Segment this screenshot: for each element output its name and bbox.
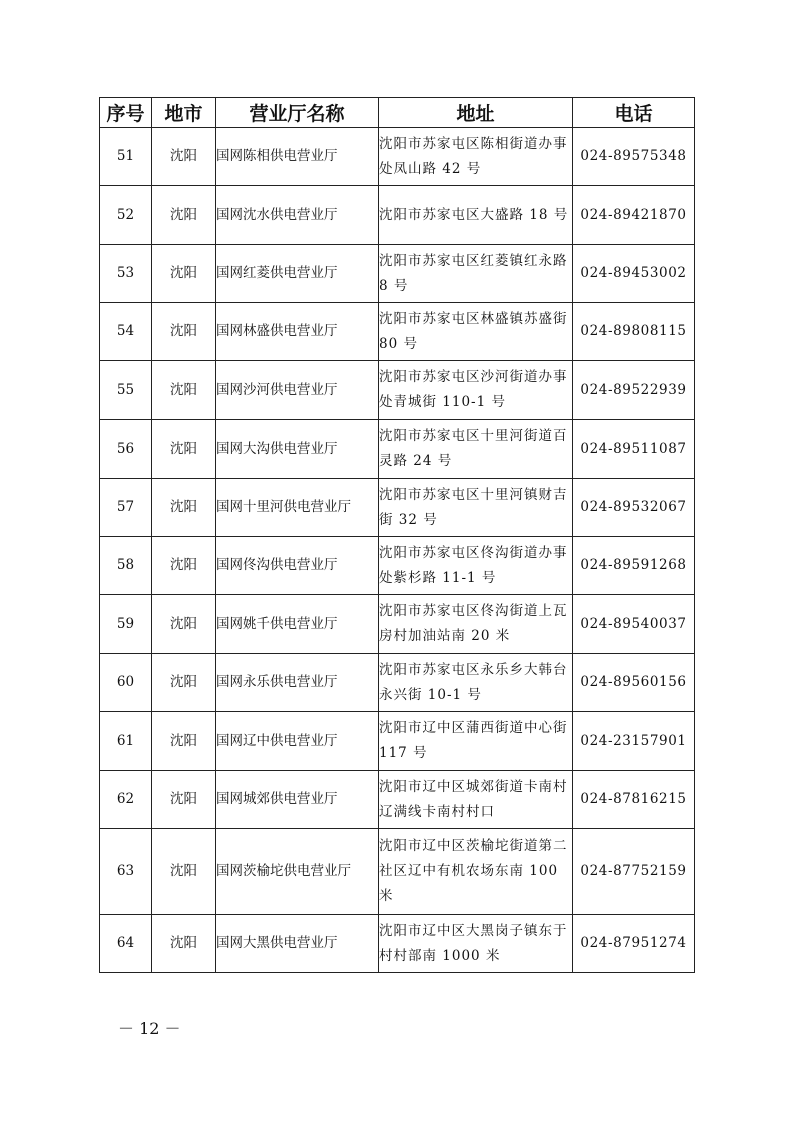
cell-name: 国网永乐供电营业厅: [216, 654, 379, 712]
header-no: 序号: [100, 98, 152, 128]
cell-address: 沈阳市苏家屯区佟沟街道办事处紫杉路 11-1 号: [379, 537, 573, 595]
cell-address: 沈阳市苏家屯区沙河街道办事处青城街 110-1 号: [379, 361, 573, 420]
cell-address: 沈阳市辽中区大黑岗子镇东于村村部南 1000 米: [379, 915, 573, 973]
cell-name: 国网沙河供电营业厅: [216, 361, 379, 420]
cell-city: 沈阳: [152, 771, 216, 829]
cell-no: 61: [100, 712, 152, 771]
cell-phone: 024-23157901: [573, 712, 695, 771]
table-row: [100, 829, 695, 915]
cell-address: 沈阳市苏家屯区红菱镇红永路 8 号: [379, 245, 573, 303]
cell-no: 63: [100, 829, 152, 915]
cell-no: 52: [100, 186, 152, 245]
cell-city: 沈阳: [152, 712, 216, 771]
table-row: [100, 537, 695, 595]
cell-name: 国网茨榆坨供电营业厅: [216, 829, 379, 915]
cell-phone: 024-89511087: [573, 420, 695, 479]
cell-phone: 024-89453002: [573, 245, 695, 303]
table-header-row: [100, 98, 695, 128]
cell-city: 沈阳: [152, 420, 216, 479]
cell-phone: 024-89522939: [573, 361, 695, 420]
cell-no: 62: [100, 771, 152, 829]
cell-phone: 024-89421870: [573, 186, 695, 245]
cell-address: 沈阳市苏家屯区佟沟街道上瓦房村加油站南 20 米: [379, 595, 573, 654]
cell-address: 沈阳市苏家屯区十里河街道百灵路 24 号: [379, 420, 573, 479]
cell-no: 60: [100, 654, 152, 712]
cell-city: 沈阳: [152, 245, 216, 303]
cell-phone: 024-89591268: [573, 537, 695, 595]
cell-phone: 024-87816215: [573, 771, 695, 829]
cell-address: 沈阳市苏家屯区陈相街道办事处凤山路 42 号: [379, 128, 573, 186]
cell-city: 沈阳: [152, 829, 216, 915]
table-row: [100, 186, 695, 245]
page-number: － 12 －: [118, 1019, 181, 1038]
table-row: [100, 361, 695, 420]
cell-city: 沈阳: [152, 654, 216, 712]
table-row: [100, 420, 695, 479]
cell-name: 国网佟沟供电营业厅: [216, 537, 379, 595]
cell-name: 国网沈水供电营业厅: [216, 186, 379, 245]
cell-no: 64: [100, 915, 152, 973]
cell-phone: 024-89560156: [573, 654, 695, 712]
cell-city: 沈阳: [152, 303, 216, 361]
cell-phone: 024-87752159: [573, 829, 695, 915]
header-city: 地市: [152, 98, 216, 128]
table-row: [100, 128, 695, 186]
cell-city: 沈阳: [152, 537, 216, 595]
cell-city: 沈阳: [152, 186, 216, 245]
cell-address: 沈阳市苏家屯区十里河镇财吉街 32 号: [379, 479, 573, 537]
cell-address: 沈阳市辽中区蒲西街道中心街 117 号: [379, 712, 573, 771]
cell-no: 58: [100, 537, 152, 595]
cell-no: 55: [100, 361, 152, 420]
cell-city: 沈阳: [152, 479, 216, 537]
cell-name: 国网十里河供电营业厅: [216, 479, 379, 537]
table-row: [100, 915, 695, 973]
cell-name: 国网大黑供电营业厅: [216, 915, 379, 973]
table-row: [100, 245, 695, 303]
cell-name: 国网城郊供电营业厅: [216, 771, 379, 829]
cell-address: 沈阳市苏家屯区林盛镇苏盛街 80 号: [379, 303, 573, 361]
cell-phone: 024-89540037: [573, 595, 695, 654]
header-address: 地址: [379, 98, 573, 128]
cell-city: 沈阳: [152, 595, 216, 654]
table-row: [100, 303, 695, 361]
cell-name: 国网林盛供电营业厅: [216, 303, 379, 361]
cell-phone: 024-89808115: [573, 303, 695, 361]
table-row: [100, 595, 695, 654]
cell-address: 沈阳市辽中区城郊街道卡南村辽满线卡南村村口: [379, 771, 573, 829]
table-row: [100, 771, 695, 829]
service-hall-table: [99, 97, 695, 973]
cell-no: 51: [100, 128, 152, 186]
cell-address: 沈阳市苏家屯区大盛路 18 号: [379, 186, 573, 245]
table-row: [100, 479, 695, 537]
cell-name: 国网辽中供电营业厅: [216, 712, 379, 771]
cell-city: 沈阳: [152, 361, 216, 420]
table-row: [100, 654, 695, 712]
header-name: 营业厅名称: [216, 98, 379, 128]
cell-no: 53: [100, 245, 152, 303]
cell-no: 59: [100, 595, 152, 654]
cell-no: 56: [100, 420, 152, 479]
cell-no: 57: [100, 479, 152, 537]
cell-phone: 024-87951274: [573, 915, 695, 973]
cell-name: 国网陈相供电营业厅: [216, 128, 379, 186]
cell-city: 沈阳: [152, 128, 216, 186]
cell-name: 国网红菱供电营业厅: [216, 245, 379, 303]
header-phone: 电话: [573, 98, 695, 128]
cell-name: 国网大沟供电营业厅: [216, 420, 379, 479]
cell-address: 沈阳市苏家屯区永乐乡大韩台永兴街 10-1 号: [379, 654, 573, 712]
table-row: [100, 712, 695, 771]
cell-phone: 024-89575348: [573, 128, 695, 186]
cell-no: 54: [100, 303, 152, 361]
cell-name: 国网姚千供电营业厅: [216, 595, 379, 654]
cell-phone: 024-89532067: [573, 479, 695, 537]
cell-city: 沈阳: [152, 915, 216, 973]
cell-address: 沈阳市辽中区茨榆坨街道第二社区辽中有机农场东南 100 米: [379, 829, 573, 915]
